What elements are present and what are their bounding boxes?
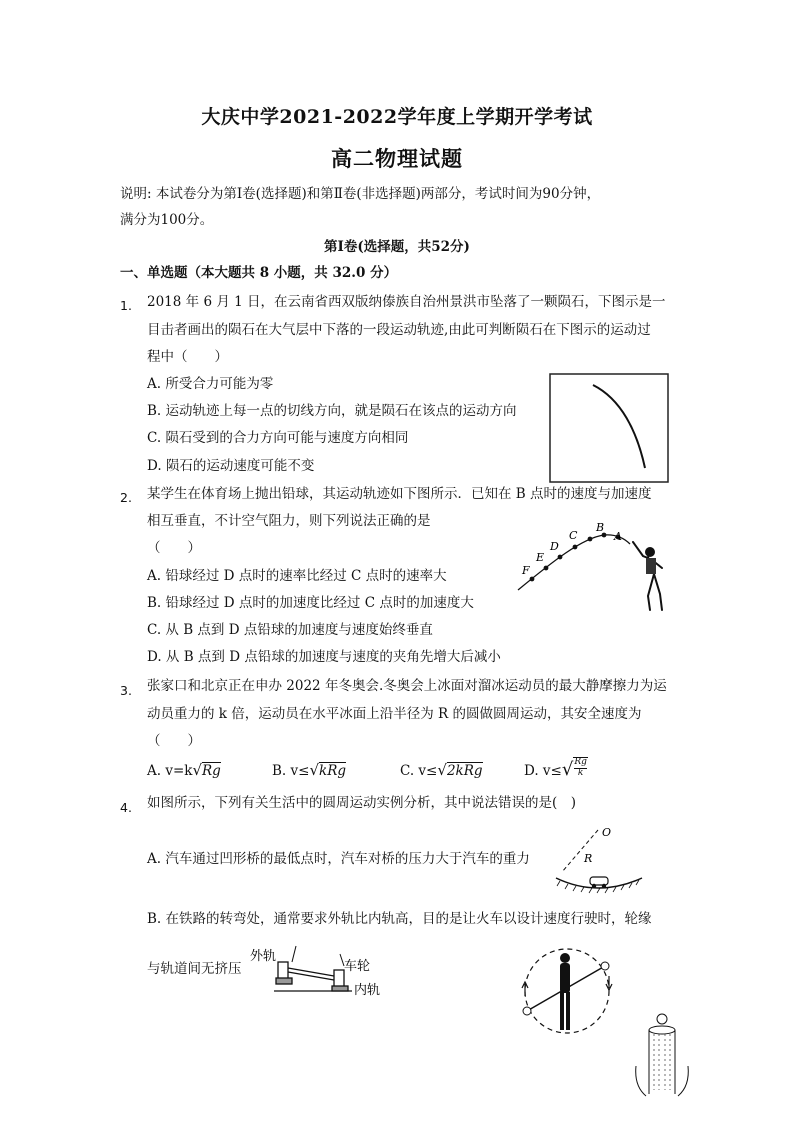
- q1-line-2: 目击者画出的陨石在大气层中下落的一段运动轨迹,由此可判断陨石在下图示的运动过: [147, 322, 651, 338]
- meteor-trajectory-figure: [549, 373, 669, 483]
- q3-line-3: （ ）: [147, 733, 201, 749]
- q4-option-b-cont: 与轨道间无挤压: [147, 961, 242, 977]
- q2-line-2: 相互垂直，不计空气阻力，则下列说法正确的是: [147, 513, 431, 529]
- shot-put-figure: [512, 518, 672, 618]
- q1-line-3: 程中（ ）: [147, 349, 228, 365]
- q1-option-c: C. 陨石受到的合力方向可能与速度方向相同: [147, 430, 409, 446]
- label-b: B: [596, 521, 605, 534]
- q2-line-3: （ ）: [147, 540, 201, 556]
- q1-option-d: D. 陨石的运动速度可能不变: [147, 458, 315, 474]
- q2-option-c: C. 从 B 点到 D 点铅球的加速度与速度始终垂直: [147, 622, 433, 638]
- q2-option-d: D. 从 B 点到 D 点铅球的加速度与速度的夹角先增大后减小: [147, 649, 501, 665]
- railway-curve-figure: [248, 944, 398, 998]
- q3-option-d: D. v≤ √ Rg k: [524, 757, 587, 780]
- exam-title: 大庆中学2021-2022学年度上学期开学考试: [201, 106, 593, 128]
- label-e: E: [536, 551, 545, 564]
- label-a: A: [614, 530, 622, 543]
- label-d: D: [550, 540, 559, 553]
- part1-heading: 第Ⅰ卷(选择题，共52分): [324, 239, 470, 255]
- q3-option-b: B. v≤√kRg: [272, 761, 347, 779]
- q4-option-b: B. 在铁路的转弯处，通常要求外轨比内轨高，目的是让火车以设计速度行驶时，轮缘: [147, 911, 652, 927]
- q3-line-1: 张家口和北京正在申办 2022 年冬奥会.冬奥会上冰面对溜冰运动员的最大静摩擦力为运: [147, 678, 667, 694]
- q4-number: 4.: [120, 800, 132, 815]
- rotating-cylinder-figure: [632, 1010, 692, 1100]
- q1-line-1: 2018 年 6 月 1 日，在云南省西双版纳傣族自治州景洪市坠落了一颗陨石，下图示是一: [147, 294, 666, 310]
- q4-line-1: 如图所示，下列有关生活中的圆周运动实例分析，其中说法错误的是( ): [147, 795, 577, 811]
- intro-line-2: 满分为100分。: [120, 212, 214, 228]
- label-inner-rail: 内轨: [354, 983, 381, 998]
- q3-number: 3.: [120, 683, 132, 698]
- exam-subtitle: 高二物理试题: [331, 146, 463, 171]
- label-wheel: 车轮: [344, 959, 371, 974]
- intro-line-1: 说明: 本试卷分为第Ⅰ卷(选择题)和第Ⅱ卷(非选择题)两部分，考试时间为90分钟，: [120, 186, 601, 202]
- label-f: F: [522, 564, 530, 577]
- q2-line-1: 某学生在体育场上抛出铅球，其运动轨迹如下图所示．已知在 B 点时的速度与加速度: [147, 486, 652, 502]
- q1-option-b: B. 运动轨迹上每一点的切线方向，就是陨石在该点的运动方向: [147, 403, 517, 419]
- q2-option-b: B. 铅球经过 D 点时的加速度比经过 C 点时的加速度大: [147, 595, 474, 611]
- q3-option-c: C. v≤√2kRg: [400, 761, 483, 779]
- label-o: O: [602, 826, 612, 839]
- label-r: R: [584, 852, 593, 865]
- q2-number: 2.: [120, 490, 132, 505]
- concave-bridge-figure: [548, 820, 648, 896]
- q3-line-2: 动员重力的 k 倍，运动员在水平冰面上沿半径为 R 的圆做圆周运动，其安全速度为: [147, 706, 642, 722]
- label-outer-rail: 外轨: [250, 949, 277, 964]
- q4-option-a: A. 汽车通过凹形桥的最低点时，汽车对桥的压力大于汽车的重力: [147, 851, 530, 867]
- q3-option-a: A. v=k√Rg: [147, 761, 221, 779]
- section1-heading: 一、单选题（本大题共 8 小题，共 32.0 分）: [120, 265, 398, 281]
- label-c: C: [569, 529, 578, 542]
- vertical-circle-swing-figure: [517, 944, 617, 1040]
- q2-option-a: A. 铅球经过 D 点时的速率比经过 C 点时的速率大: [147, 568, 447, 584]
- q1-option-a: A. 所受合力可能为零: [147, 376, 274, 392]
- q1-number: 1.: [120, 298, 132, 313]
